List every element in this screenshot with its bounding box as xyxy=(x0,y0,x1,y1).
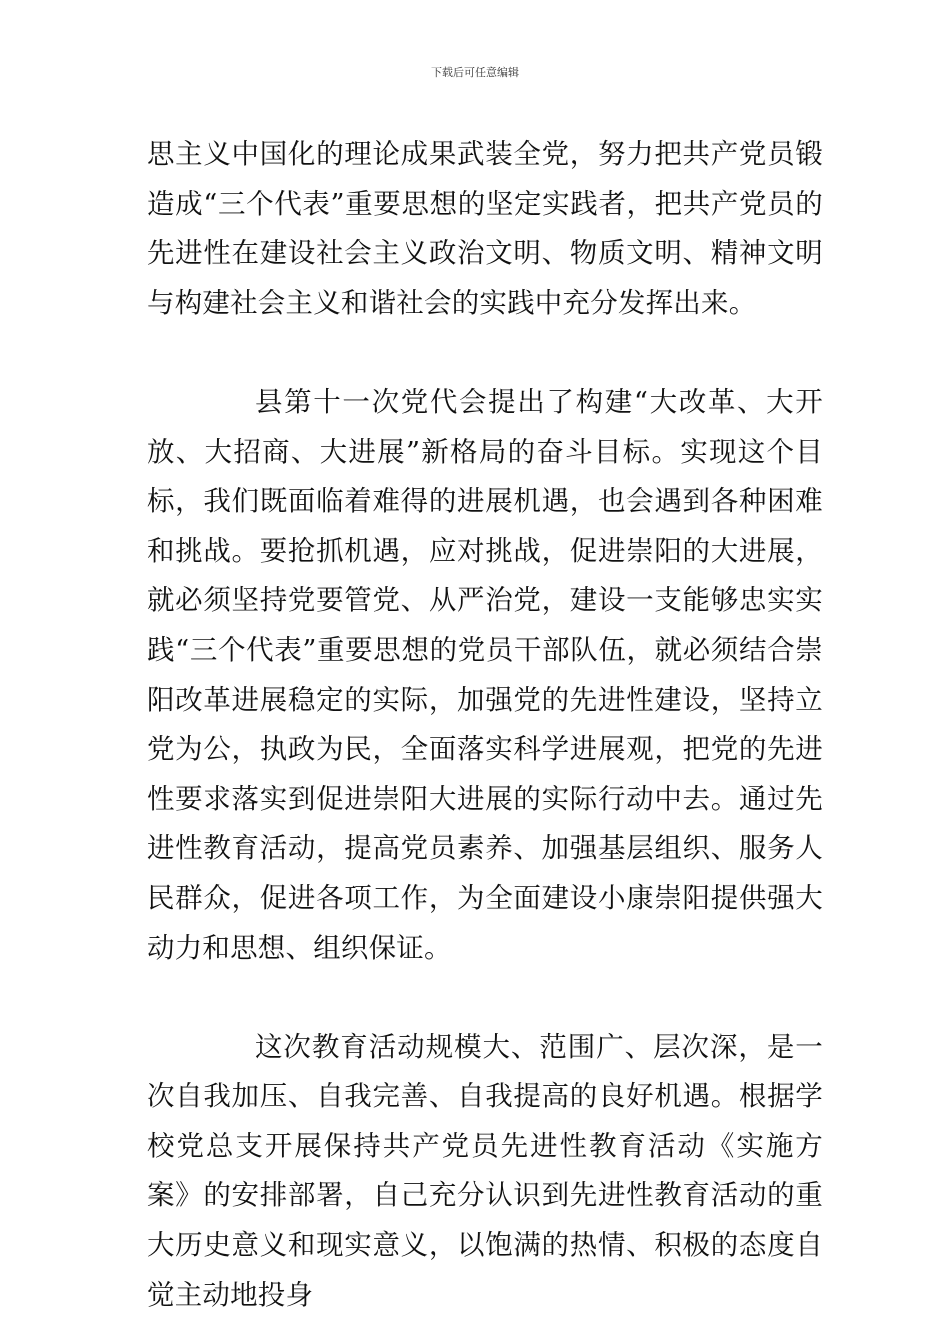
paragraph-gap xyxy=(147,328,823,378)
paragraph-education-activity: 这次教育活动规模大、范围广、层次深，是一次自我加压、自我完善、自我提高的良好机遇。根据学校党总支开展保持共产党员先进性教育活动《实施方案》的安排部署，自己充分认识到先进性教育活动的重大历史意义和现实意义，以饱满的热情、积极的态度自觉主动地投身 xyxy=(147,1030,823,1311)
paragraph-party-congress-goals: 县第十一次党代会提出了构建“大改革、大开放、大招商、大进展”新格局的奋斗目标。实现这个目标，我们既面临着难得的进展机遇，也会遇到各种困难和挑战。要抢抓机遇，应对挑战，促进崇阳的大进展，就必须坚持党要管党、从严治党，建设一支能够忠实实践“三个代表”重要思想的党员干部队伍，就必须结合崇阳改革进展稳定的实际，加强党的先进性建设，坚持立党为公，执政为民，全面落实科学进展观，把党的先进性要求落实到促进崇阳大进展的实际行动中去。通过先进性教育活动，提高党员素养、加强基层组织、服务人民群众，促进各项工作，为全面建设小康崇阳提供强大动力和思想、组织保证。 xyxy=(147,385,823,964)
document-body xyxy=(147,130,823,1320)
paragraph-gap xyxy=(147,973,823,1023)
page-header-note: 下载后可任意编辑 xyxy=(431,66,519,79)
paragraph-continuation: 思主义中国化的理论成果武装全党，努力把共产党员锻造成“三个代表”重要思想的坚定实践者，把共产党员的先进性在建设社会主义政治文明、物质文明、精神文明与构建社会主义和谐社会的实践中充分发挥出来。 xyxy=(147,138,823,319)
